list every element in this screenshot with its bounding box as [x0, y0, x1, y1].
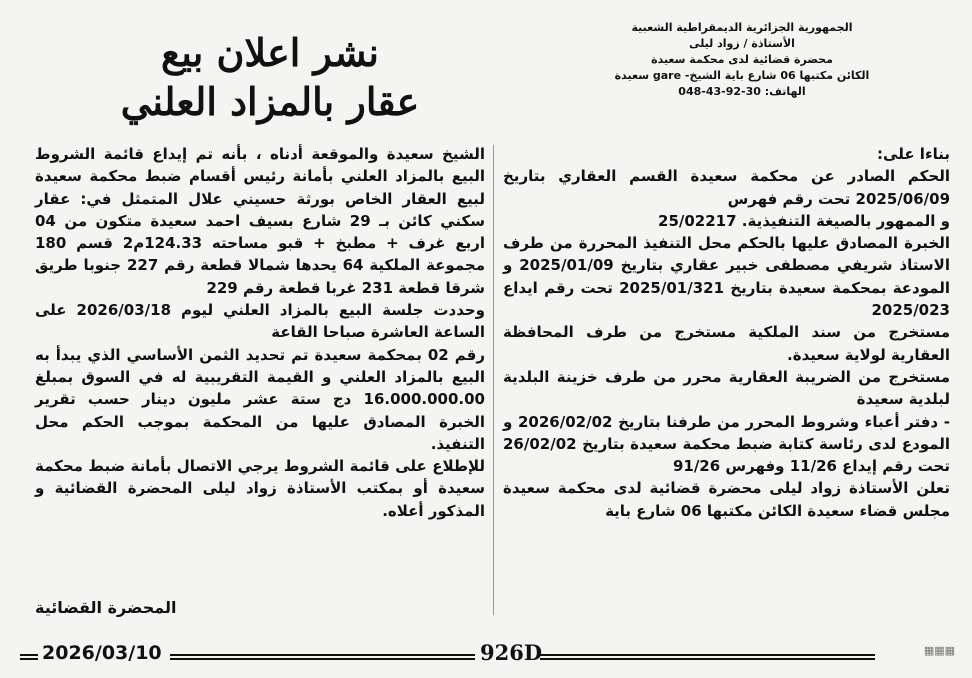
title-line-1: نشر اعلان بيع	[161, 30, 379, 75]
header-line-address: الكائن مكتبها 06 شارع باية الشيخ- gare سعيدة	[614, 69, 870, 82]
paragraph: الحكم الصادر عن محكمة سعيدة القسم العقاري بتاريخ 2025/06/09 تحت رقم فهرس	[503, 167, 950, 208]
header-line-phone: الهاتف: 30-92-43-048	[678, 85, 806, 98]
signature-label: المحضرة القضائية	[35, 598, 177, 617]
paragraph: رقم 02 بمحكمة سعيدة تم تحديد الثمن الأساسي الذي يبدأ به البيع بالمزاد العلني و القيمة التقريبية له في السوق بمبلغ 16.000.000.00 دج ستة عشر مليون دينار حسب تقرير الخبرة المصادق عليها من المحكمة بموجب الحكم محل التنفيذ.	[35, 345, 485, 453]
footer-rule-middle	[170, 654, 475, 660]
header-line-republic: الجمهورية الجزائرية الديمقراطية الشعبية	[631, 21, 853, 34]
paragraph: مستخرج من الضريبة العقارية محرر من طرف خزينة البلدية لبلدية سعيدة	[503, 367, 950, 409]
announcement-title	[60, 28, 480, 126]
footer-rule-right	[540, 654, 875, 660]
ad-code: 926D	[480, 640, 543, 665]
paragraph: بناءا على:	[877, 145, 950, 163]
paragraph: و الممهور بالصيغة التنفيذية. 25/02217	[658, 211, 950, 230]
right-column	[503, 143, 950, 522]
issuer-header	[602, 20, 882, 100]
publication-date: 2026/03/10	[42, 642, 162, 664]
paragraph: للإطلاع على قائمة الشروط يرجي الاتصال بأمانة ضبط محكمة سعيدة أو بمكتب الأستاذة زواد ليلى المحضرة القضائية و المذكور أعلاه.	[35, 457, 485, 520]
paragraph: مستخرج من سند الملكية مستخرج من طرف المحافظة العقارية لولاية سعيدة.	[503, 323, 950, 364]
footer-bar	[20, 640, 955, 668]
paragraph: الشيخ سعيدة والموقعة أدناه ، بأنه تم إيداع قائمة الشروط البيع بالمزاد العلني بأمانة رئيس أقسام ضبط محكمة سعيدة لبيع العقار الخاص بورثة حسيني علال المتمثل في: عقار سكني كائن بـ 29 شارع بسيف احمد سعيدة متكون من 04 اربع غرف + مطبخ + قبو مساحته 124.33م2 قسم 180 مجموعة الملكية 64 يحدها شمالا قطعة رقم 227 جنوبا طريق شرقا قطعة 231 غربا قطعة رقم 229	[35, 145, 486, 297]
title-line-2: عقار بالمزاد العلني	[120, 79, 420, 124]
header-line-role: محضرة قضائية لدى محكمة سعيدة	[651, 53, 833, 66]
paragraph: الخبرة المصادق عليها بالحكم محل التنفيذ المحررة من طرف الاستاذ شريفي مصطفى خبير عقاري بتاريخ 2025/01/09 و المودعة بمحكمة سعيدة بتاريخ 2025/01/321 تحت رقم ايداع 2025/023	[503, 234, 950, 320]
paragraph: تعلن الأستاذة زواد ليلى محضرة قضائية لدى محكمة سعيدة مجلس قضاء سعيدة الكائن مكتبها 06 شارع باية	[503, 479, 950, 520]
column-divider	[493, 145, 494, 615]
publisher-stamp: ▦▦▦	[923, 644, 955, 657]
header-line-name: الأستاذة / زواد ليلى	[689, 37, 795, 50]
paragraph: - دفتر أعباء وشروط المحرر من طرفنا بتاريخ 2026/02/02 و المودع لدى رئاسة كتابة ضبط محكمة سعيدة بتاريخ 26/02/02 تحت رقم إيداع 11/26 وفهرس 91/26	[503, 412, 951, 476]
left-column	[35, 143, 485, 522]
footer-rule-left	[20, 654, 38, 660]
paragraph: وحددت جلسة البيع بالمزاد العلني ليوم 2026/03/18 على الساعة العاشرة صباحا القاعة	[35, 301, 485, 342]
